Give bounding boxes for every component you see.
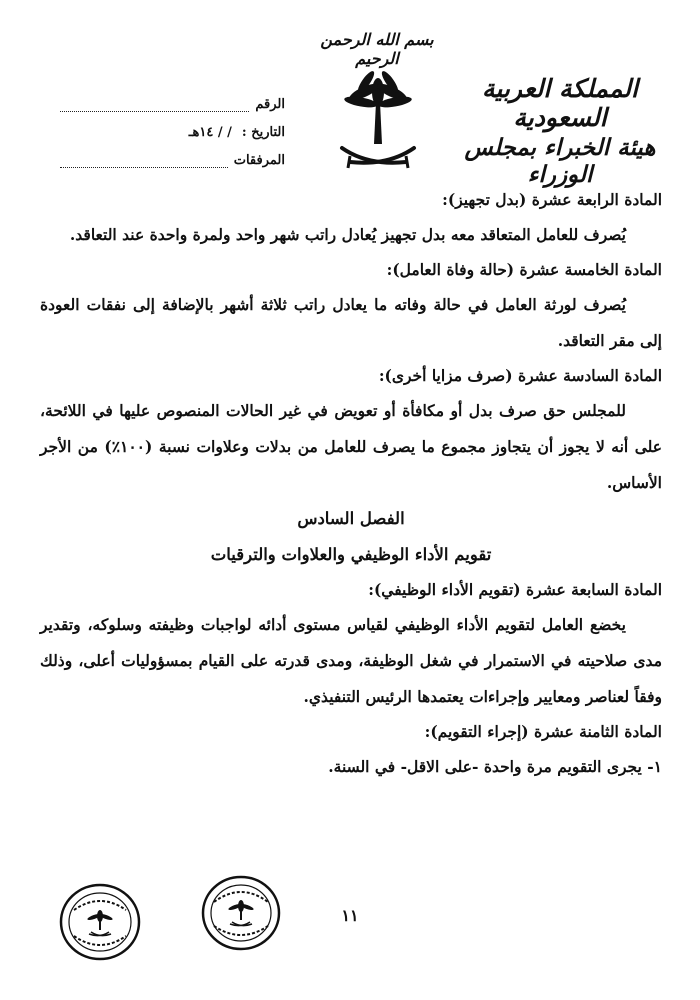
list-item: ١- يجرى التقويم مرة واحدة -على الاقل- في السنة. [328,757,662,776]
article-heading: المادة الرابعة عشرة (بدل تجهيز): [442,190,662,209]
article-heading: المادة الخامسة عشرة (حالة وفاة العامل): [386,260,662,279]
organization-name [440,74,680,188]
org-line-authority: هيئة الخبراء بمجلس الوزراء [464,134,656,188]
chapter-title: الفصل السادس [297,509,405,528]
official-seal-icon [200,872,282,954]
article-heading: المادة السادسة عشرة (صرف مزايا أخرى): [378,366,662,385]
article-paragraph: يُصرف لورثة العامل في حالة وفاته ما يعادل راتب ثلاثة أشهر بالإضافة إلى نفقات العودة إلى مقر التعاقد. [40,295,662,350]
attachments-row [60,140,285,168]
org-line-country: المملكة العربية السعودية [482,74,638,132]
article-paragraph: للمجلس حق صرف بدل أو مكافأة أو تعويض في غير الحالات المنصوص عليها في اللائحة، على أنه لا يجوز أن يتجاوز مجموع ما يصرف للعامل من بدلات وعلاوات نسبة (١٠٠٪) من الأجر الأساس. [40,401,662,492]
official-seal-icon [58,880,142,964]
saudi-emblem-icon [328,62,428,172]
page-number: ١١ [341,906,359,925]
document-body [40,183,662,785]
ref-number-row [60,84,285,112]
attachments-label: المرفقات [233,153,285,168]
chapter-subtitle: تقويم الأداء الوظيفي والعلاوات والترقيات [210,545,492,564]
date-row [60,112,285,140]
basmala: بسم الله الرحمن الرحيم [320,30,434,68]
article-paragraph: يُصرف للعامل المتعاقد معه بدل تجهيز يُعادل راتب شهر واحد ولمرة واحدة عند التعاقد. [69,225,626,244]
article-heading: المادة السابعة عشرة (تقويم الأداء الوظيفي): [368,580,662,599]
ref-number-label: الرقم [255,97,285,112]
article-paragraph: يخضع العامل لتقويم الأداء الوظيفي لقياس مستوى أدائه لواجبات وظيفته وسلوكه، وتقدير مدى صلاحيته في الاستمرار في شغل الوظيفة، ومدى قدرته على القيام بمسؤوليات أعلى، وذلك وفقاً لعناصر ومعايير وإجراءات يعتمدها الرئيس التنفيذي. [40,615,662,706]
reference-block [60,84,285,168]
article-heading: المادة الثامنة عشرة (إجراء التقويم): [424,722,662,741]
date-value: / / ١٤هـ [188,125,232,140]
ref-number-line [60,101,249,112]
date-label: التاريخ : [241,125,285,140]
attachments-line [60,157,228,168]
